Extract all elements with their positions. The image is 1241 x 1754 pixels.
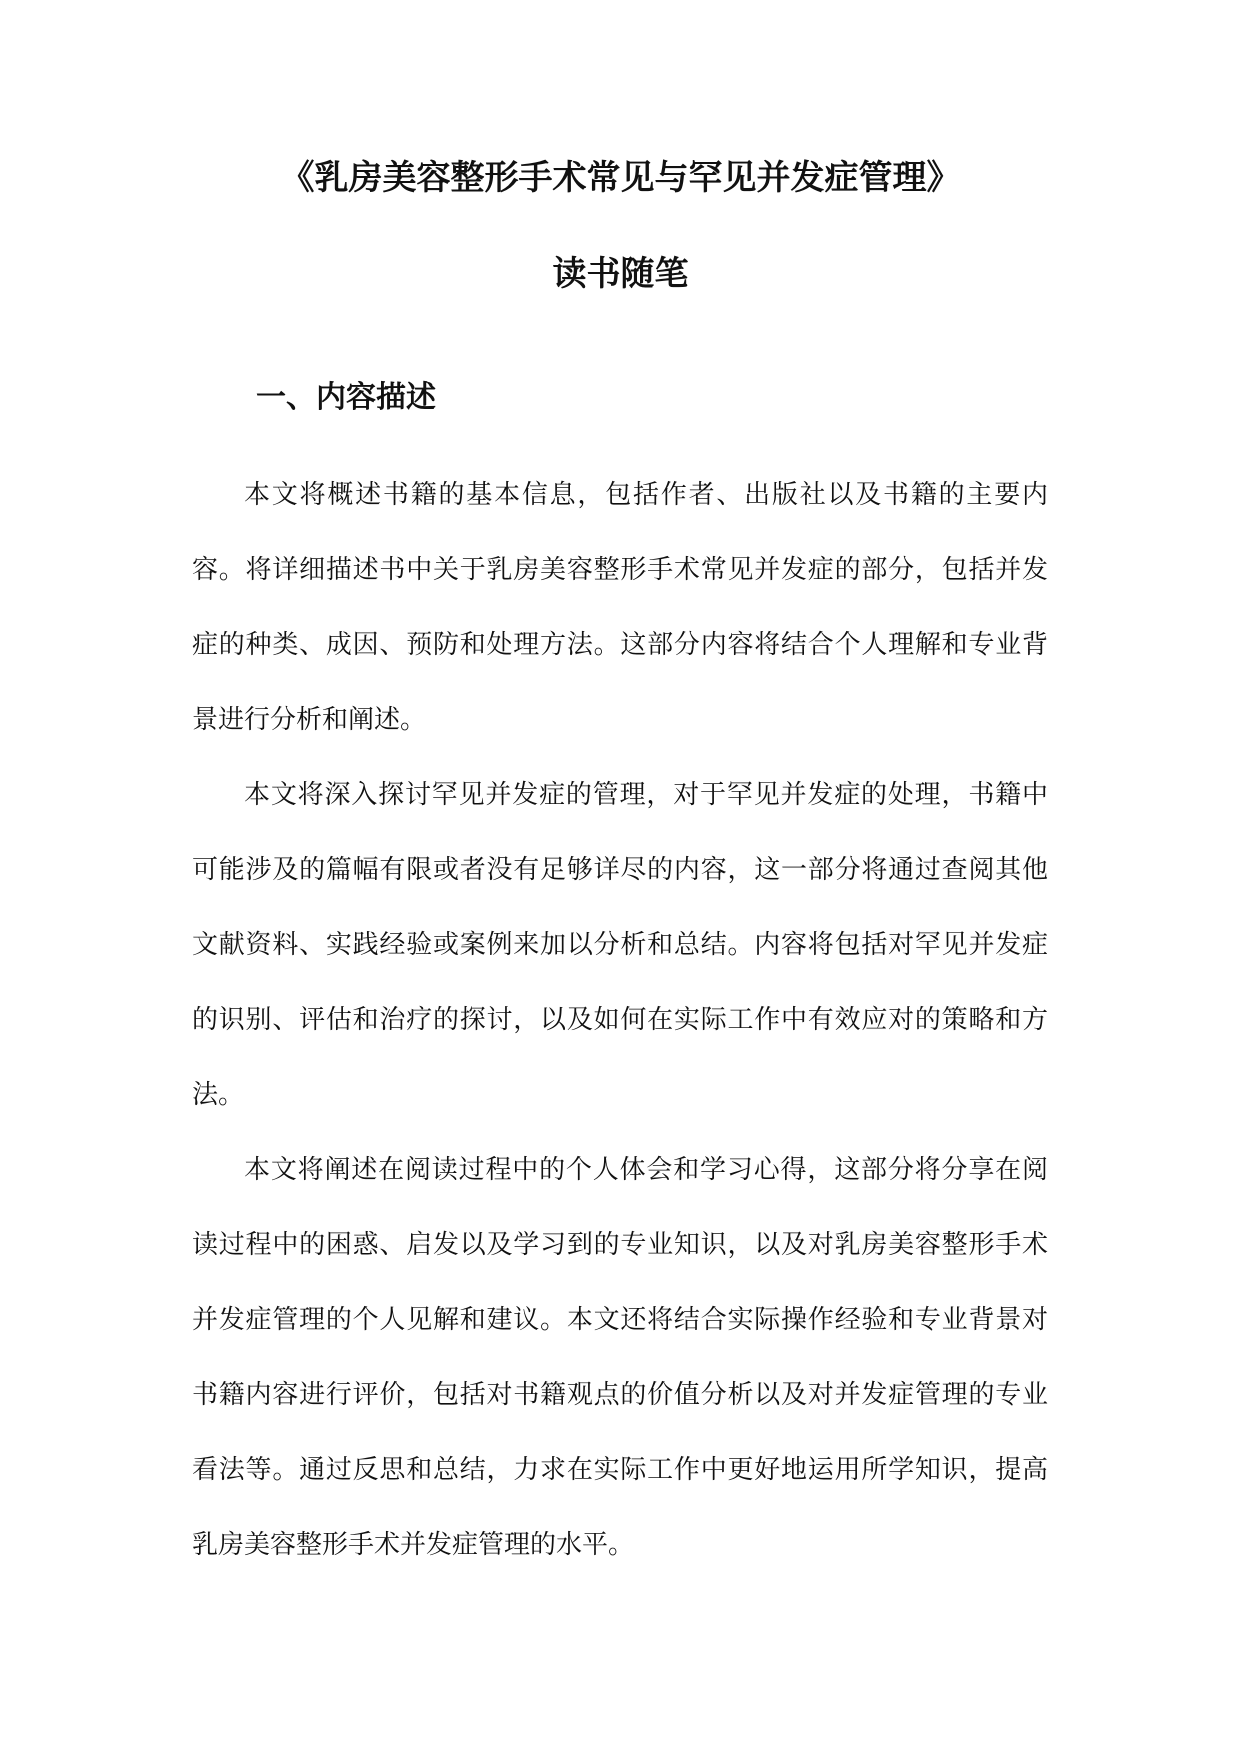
document-title: 《乳房美容整形手术常见与罕见并发症管理》	[280, 158, 961, 198]
paragraph: 本文将深入探讨罕见并发症的管理，对于罕见并发症的处理，书籍中可能涉及的篇幅有限或者没有足够详尽的内容，这一部分将通过查阅其他文献资料、实践经验或案例来加以分析和总结。内容将包括对罕见并发症的识别、评估和治疗的探讨，以及如何在实际工作中有效应对的策略和方法。	[192, 780, 1048, 1110]
document-subtitle: 读书随笔	[552, 254, 689, 294]
paragraph: 本文将概述书籍的基本信息，包括作者、出版社以及书籍的主要内容。将详细描述书中关于乳房美容整形手术常见并发症的部分，包括并发症的种类、成因、预防和处理方法。这部分内容将结合个人理解和专业背景进行分析和阐述。	[192, 480, 1048, 735]
section-heading: 一、内容描述	[256, 380, 436, 415]
paragraph: 本文将阐述在阅读过程中的个人体会和学习心得，这部分将分享在阅读过程中的困惑、启发以及学习到的专业知识，以及对乳房美容整形手术并发症管理的个人见解和建议。本文还将结合实际操作经验和专业背景对书籍内容进行评价，包括对书籍观点的价值分析以及对并发症管理的专业看法等。通过反思和总结，力求在实际工作中更好地运用所学知识，提高乳房美容整形手术并发症管理的水平。	[192, 1155, 1048, 1560]
